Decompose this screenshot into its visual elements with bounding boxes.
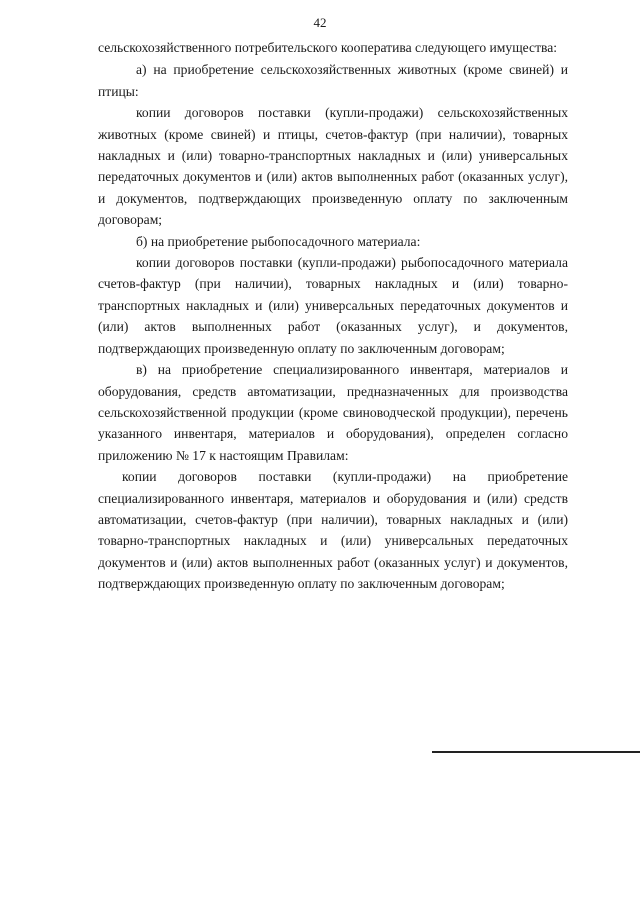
paragraph-item-v: в) на приобретение специализированного инвентаря, материалов и оборудования, средств автоматизации, предназначенных для производства сельскохозяйственной продукции (кроме свиноводческой продукции), перечень указанного инвентаря, материалов и оборудования), определен согласно приложению № 17 к настоящим Правилам: [98, 362, 568, 463]
paragraph-item-b: б) на приобретение рыбопосадочного материала: [136, 233, 421, 249]
scan-edge-line [432, 751, 640, 753]
paragraph-item-a: а) на приобретение сельскохозяйственных животных (кроме свиней) и птицы: [98, 62, 568, 99]
paragraph-item-b-documents: копии договоров поставки (купли-продажи) рыбопосадочного материала счетов-фактур (при наличии), товарных накладных и (или) товарно-транспортных накладных и (или) универсальных передаточных документов и (или) актов выполненных работ (оказанных услуг), и документов, подтверждающих произведенную оплату по заключенным договорам; [98, 255, 568, 356]
paragraph-item-v-documents: копии договоров поставки (купли-продажи) на приобретение специализированного инвентаря, материалов и оборудования и (или) средств автоматизации, счетов-фактур (при наличии), товарных накладных и (или) товарно-транспортных накладных и (или) универсальных передаточных документов и (или) актов выполненных работ (оказанных услуг) и документов, подтверждающих произведенную оплату по заключенным договорам; [98, 469, 568, 592]
paragraph-continuation: сельскохозяйственного потребительского кооператива следующего имущества: [98, 40, 558, 55]
paragraph-item-a-documents: копии договоров поставки (купли-продажи) сельскохозяйственных животных (кроме свиней) и птицы, счетов-фактур (при наличии), товарных накладных и (или) товарно-транспортных накладных и (или) универсальных передаточных документов и (или) актов выполненных работ (оказанных услуг), и документов, подтверждающих произведенную оплату по заключенным договорам; [98, 105, 568, 228]
page-number: 42 [313, 15, 327, 30]
document-body [98, 37, 568, 595]
